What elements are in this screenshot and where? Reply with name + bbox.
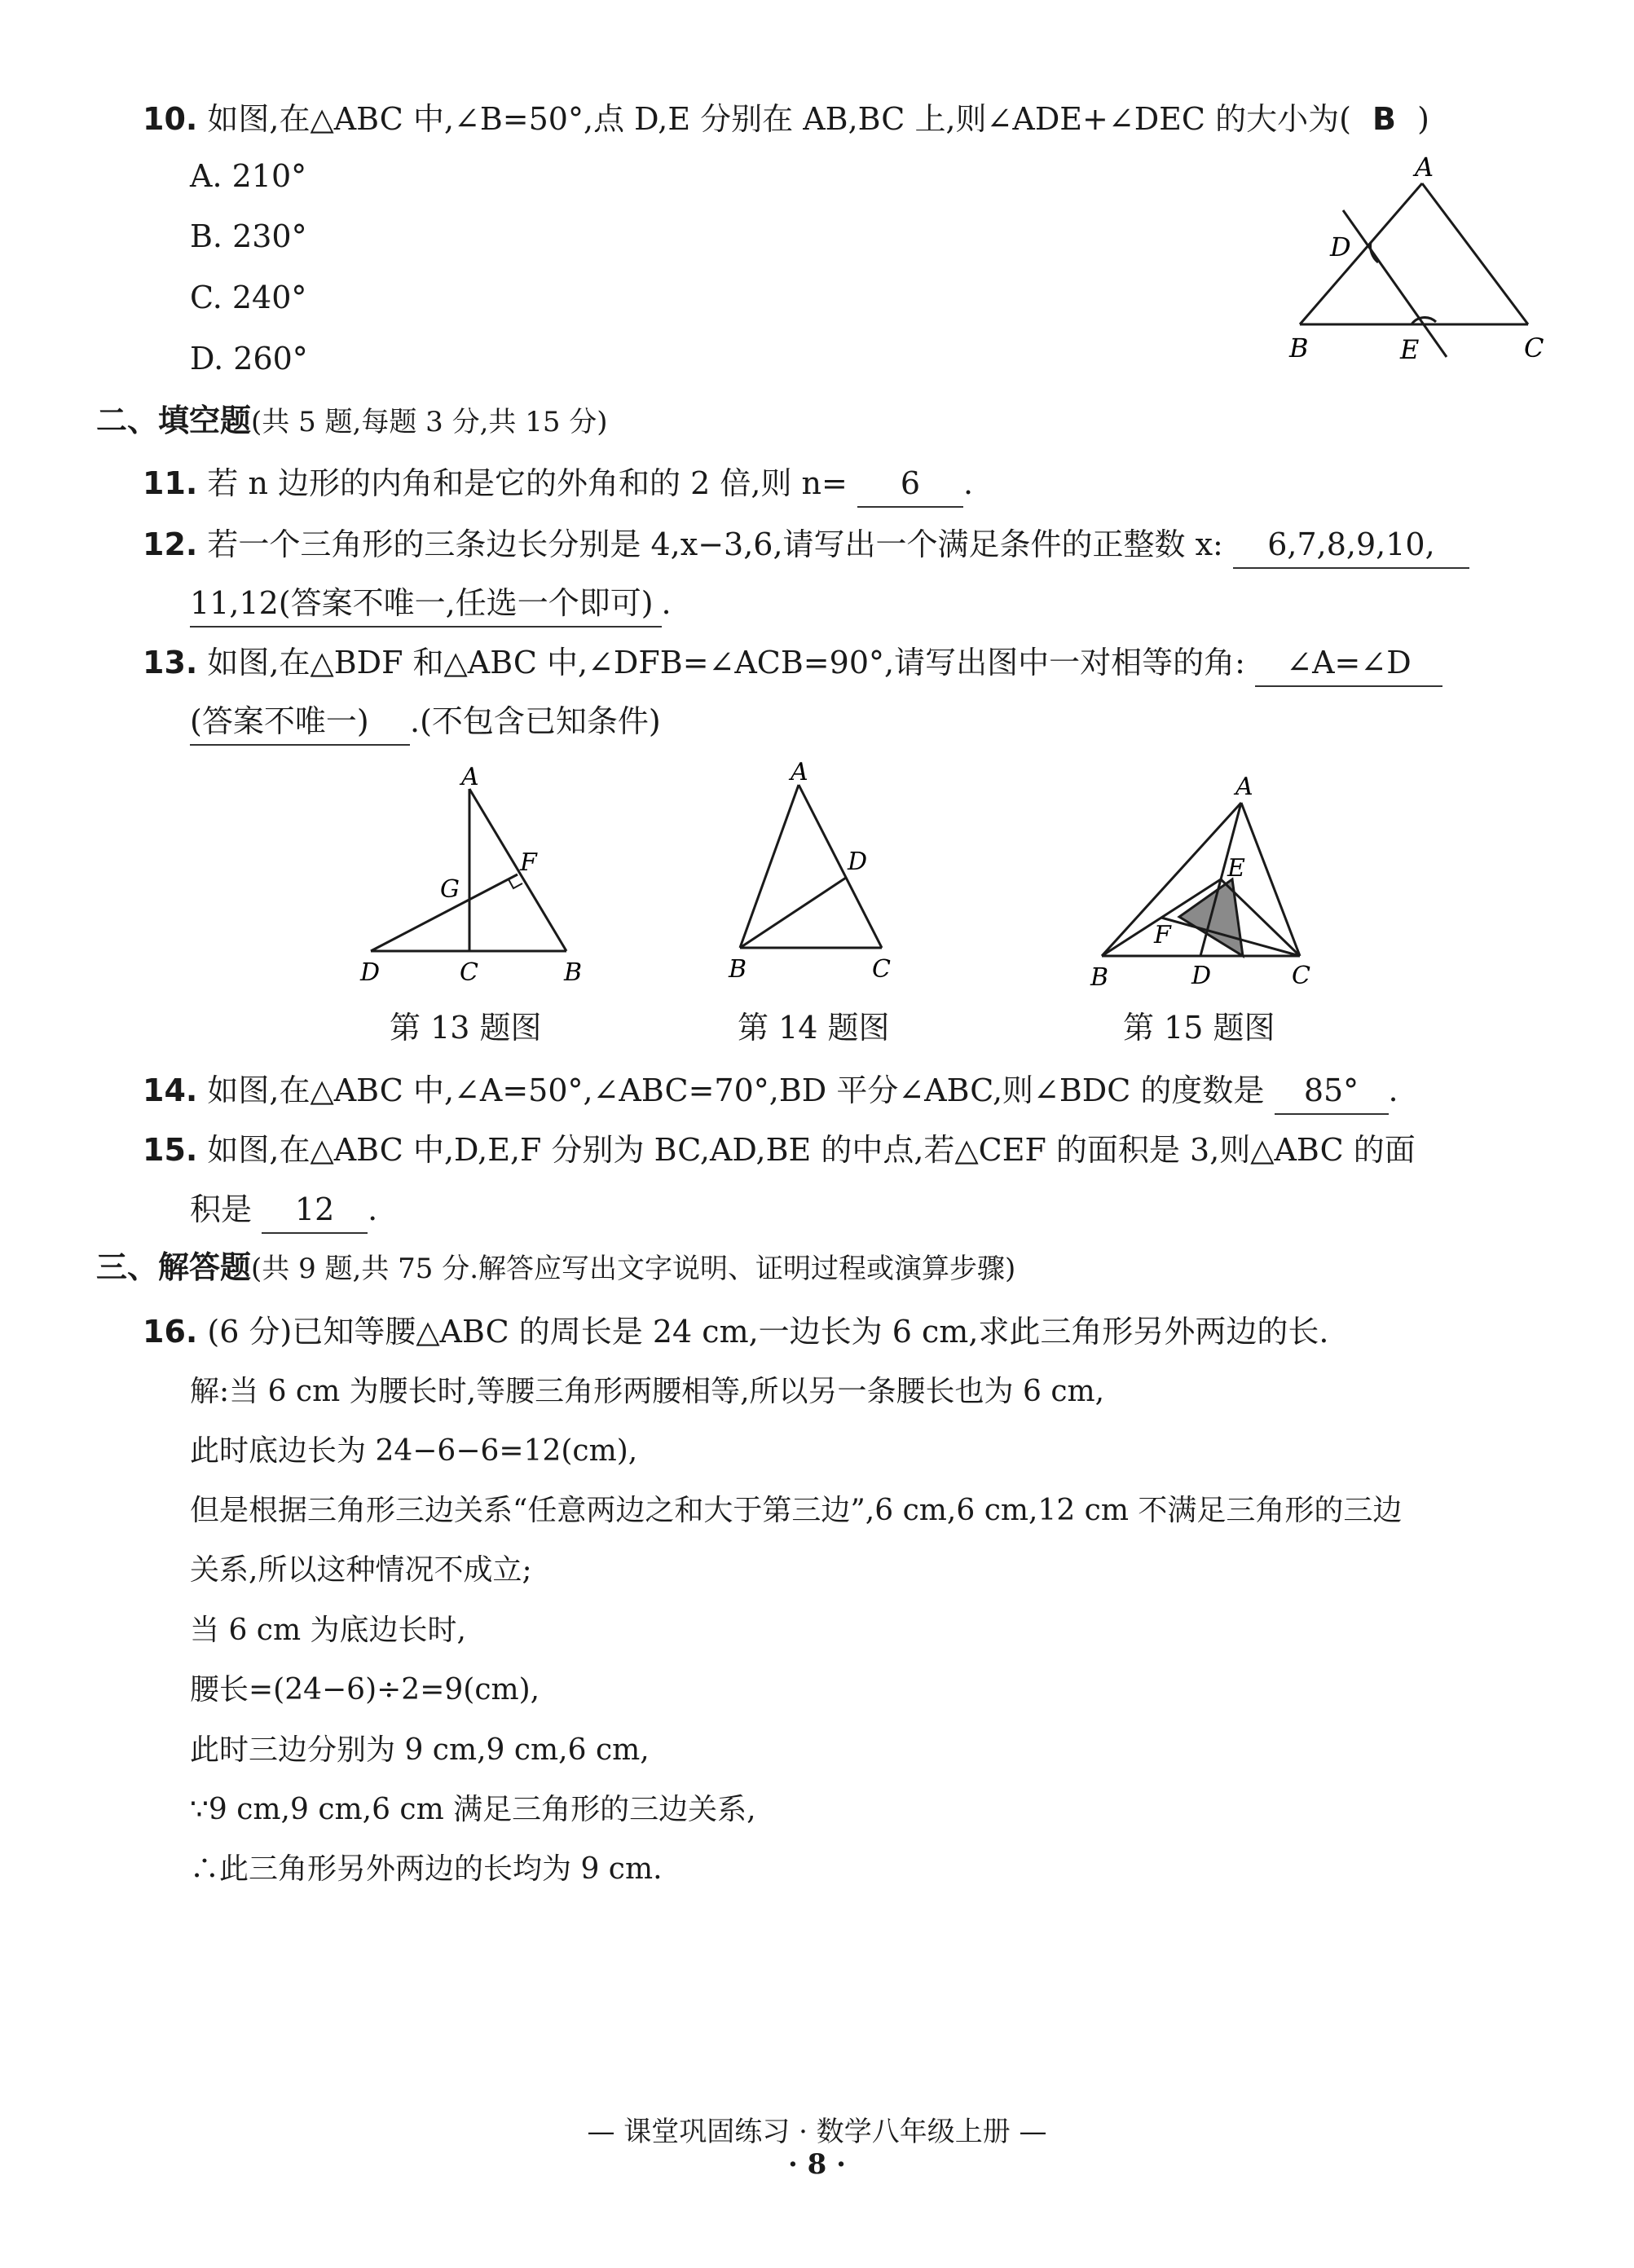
q10-number: 10.: [143, 101, 198, 137]
q14-answer: 85°: [1275, 1068, 1389, 1115]
q13-number: 13.: [143, 645, 198, 680]
q13-text: 如图,在△BDF 和△ABC 中,∠DFB=∠ACB=90°,请写出图中一对相等的角:: [207, 645, 1245, 680]
q15-after: .: [368, 1191, 378, 1227]
page-number: · 8 ·: [787, 2148, 846, 2181]
q15-text-2: 积是: [190, 1191, 253, 1227]
q10-label-b: B: [1289, 332, 1309, 363]
section3-title: 三、解答题: [96, 1249, 252, 1285]
q16-number: 16.: [143, 1314, 198, 1350]
q12-line2: [190, 580, 672, 628]
fig14-line-bd: [740, 878, 846, 948]
q16-solution-line: 此时底边长为 24−6−6=12(cm),: [190, 1434, 638, 1468]
q10-answer: B: [1372, 101, 1396, 137]
q10-option-d: D. 260°: [190, 341, 308, 377]
q12-after: .: [661, 585, 672, 621]
q16-solution-line: ∵9 cm,9 cm,6 cm 满足三角形的三边关系,: [190, 1793, 756, 1826]
fig13-label-g: G: [440, 875, 460, 904]
fig14-side-ab: [740, 785, 799, 948]
q14-text: 如图,在△ABC 中,∠A=50°,∠ABC=70°,BD 平分∠ABC,则∠BDC 的度数是: [207, 1072, 1265, 1108]
fig13-side-ab: [469, 789, 566, 951]
fig15-label-b: B: [1090, 963, 1109, 992]
fig15-label-a: A: [1235, 773, 1253, 801]
q16-solution-line: 腰长=(24−6)÷2=9(cm),: [190, 1673, 540, 1707]
q12-answer-line2: 11,12(答案不唯一,任选一个即可): [190, 580, 662, 628]
q16-solution-line: 当 6 cm 为底边长时,: [190, 1614, 466, 1647]
q10-side-ac: [1422, 183, 1528, 324]
q11-number: 11.: [143, 465, 198, 501]
fig14-label-a: A: [791, 762, 808, 786]
q10-label-d: D: [1330, 231, 1351, 262]
q10-option-c: C. 240°: [190, 280, 307, 315]
q13-line2: [190, 698, 661, 746]
q16-stem: [143, 1309, 1329, 1354]
fig13-label-b: B: [564, 958, 583, 987]
q10-figure: [1279, 147, 1548, 367]
q13-line1: [143, 640, 1442, 687]
fig14: [725, 762, 913, 994]
q16-solution-line: 解:当 6 cm 为腰长时,等腰三角形两腰相等,所以另一条腰长也为 6 cm,: [190, 1375, 1105, 1408]
fig15-side-ac: [1241, 803, 1300, 956]
footer-title: — 课堂巩固练习 · 数学八年级上册 —: [587, 2116, 1047, 2148]
fig13-label-a: A: [461, 763, 479, 791]
q15-text: 如图,在△ABC 中,D,E,F 分别为 BC,AD,BE 的中点,若△CEF 的面积是 3,则△ABC 的面: [207, 1132, 1416, 1168]
q11-after: .: [962, 465, 974, 501]
q15-line1: [143, 1127, 1416, 1173]
q16-solution-line: 此时三边分别为 9 cm,9 cm,6 cm,: [190, 1733, 650, 1767]
section2-heading: [96, 398, 608, 445]
fig14-label-c: C: [872, 955, 891, 984]
q11-answer: 6: [857, 460, 963, 508]
fig15: [1084, 762, 1328, 994]
fig13-caption: 第 13 题图: [390, 1010, 542, 1046]
q10-option-a: A. 210°: [190, 158, 307, 194]
q16-text: (6 分)已知等腰△ABC 的周长是 24 cm,一边长为 6 cm,求此三角形另外两边的长.: [207, 1314, 1329, 1350]
q16-solution-line: ∴此三角形另外两边的长均为 9 cm.: [190, 1852, 663, 1886]
q13-answer-line1: ∠A=∠D: [1255, 640, 1442, 687]
q11-text: 若 n 边形的内角和是它的外角和的 2 倍,则 n=: [207, 465, 848, 501]
q12-answer-line1: 6,7,8,9,10,: [1233, 522, 1469, 569]
q12-line1: [143, 522, 1469, 569]
q10-close-paren: ): [1417, 101, 1429, 137]
q11: [143, 460, 973, 508]
q10-text: 如图,在△ABC 中,∠B=50°,点 D,E 分别在 AB,BC 上,则∠ADE+∠DEC 的大小为(: [207, 101, 1351, 137]
fig13-label-f: F: [520, 848, 537, 877]
q10-label-a: A: [1415, 152, 1434, 183]
fig14-caption: 第 14 题图: [738, 1010, 890, 1046]
fig15-caption: 第 15 题图: [1123, 1010, 1275, 1046]
section3-note: (共 9 题,共 75 分.解答应写出文字说明、证明过程或演算步骤): [251, 1253, 1016, 1285]
fig14-label-b: B: [729, 955, 747, 984]
fig13-label-d: D: [360, 958, 381, 987]
section3-heading: [96, 1244, 1015, 1292]
q10-line-de: [1343, 210, 1447, 357]
fig15-label-c: C: [1292, 962, 1310, 990]
q15-answer: 12: [262, 1187, 368, 1234]
fig13: [350, 762, 595, 994]
q16-solution-line: 但是根据三角形三边关系“任意两边之和大于第三边”,6 cm,6 cm,12 cm 不满足三角形的三边: [190, 1494, 1403, 1527]
q13-answer-line2: (答案不唯一): [190, 698, 410, 746]
fig15-label-e: E: [1227, 854, 1245, 883]
q14-after: .: [1388, 1072, 1398, 1108]
q10-side-ab: [1300, 183, 1422, 324]
q12-text: 若一个三角形的三条边长分别是 4,x−3,6,请写出一个满足条件的正整数 x:: [207, 526, 1223, 562]
q15-number: 15.: [143, 1132, 198, 1168]
q12-number: 12.: [143, 526, 198, 562]
fig13-right-angle-f: [509, 879, 522, 888]
fig15-label-d: D: [1191, 962, 1212, 990]
fig13-label-c: C: [460, 958, 478, 987]
q10-option-b: B. 230°: [190, 218, 307, 254]
q13-after: .(不包含已知条件): [410, 703, 661, 739]
fig15-label-f: F: [1154, 921, 1171, 949]
fig14-label-d: D: [848, 848, 868, 876]
fig14-side-ac: [799, 785, 882, 948]
q15-line2: [190, 1187, 377, 1234]
q14: [143, 1068, 1398, 1115]
q10-label-e: E: [1400, 334, 1420, 365]
q16-solution-line: 关系,所以这种情况不成立;: [190, 1553, 532, 1587]
q10-stem: [143, 96, 1429, 142]
q14-number: 14.: [143, 1072, 198, 1108]
section2-title: 二、填空题: [96, 402, 252, 438]
section2-note: (共 5 题,每题 3 分,共 15 分): [251, 406, 608, 438]
q10-label-c: C: [1524, 332, 1544, 363]
